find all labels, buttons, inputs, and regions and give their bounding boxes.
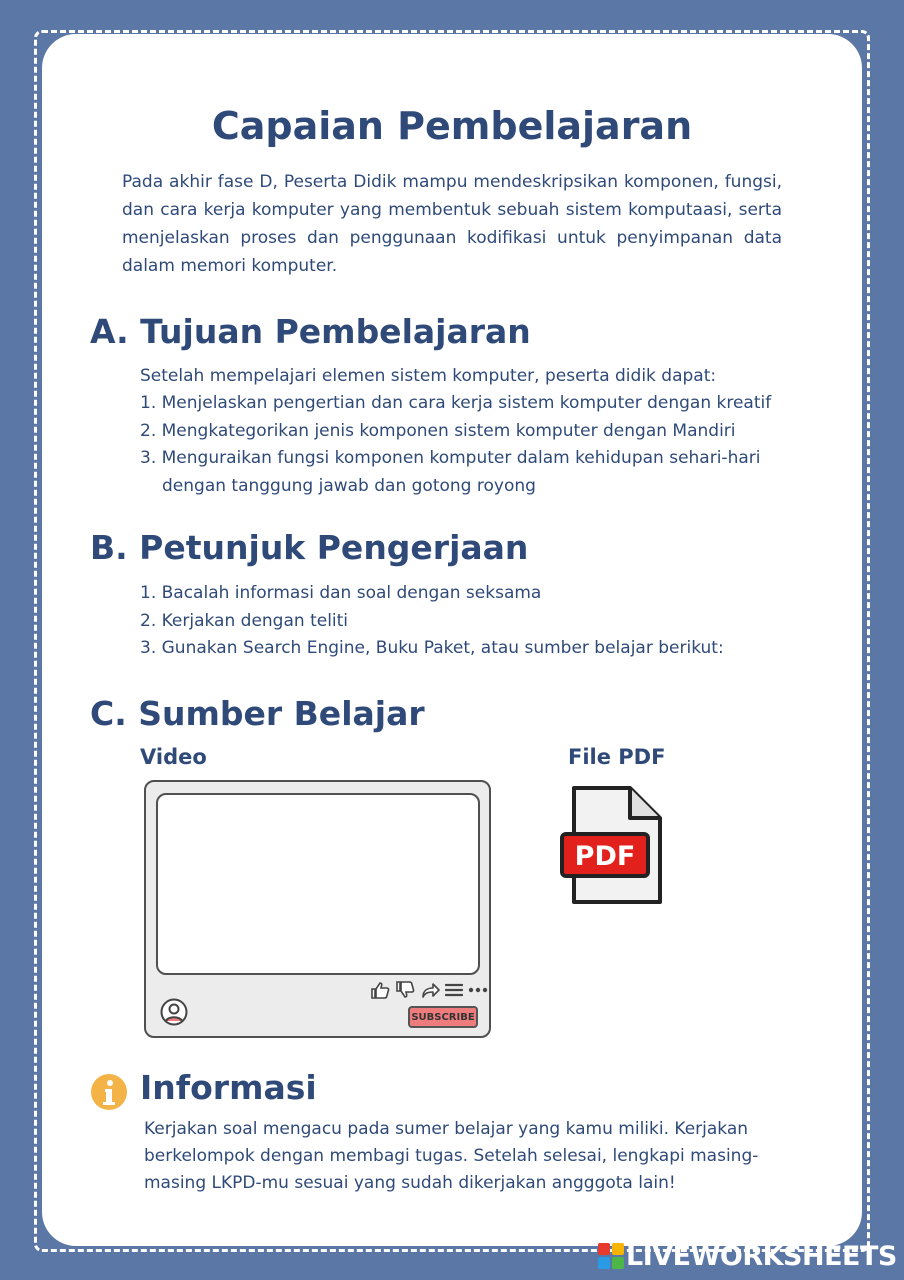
subscribe-button[interactable]: SUBSCRIBE	[408, 1006, 478, 1028]
section-a-lead: Setelah mempelajari elemen sistem komputer, peserta didik dapat:	[140, 366, 717, 386]
pdf-label: File PDF	[568, 745, 666, 769]
pdf-file-icon[interactable]	[560, 784, 664, 908]
liveworksheets-watermark	[598, 1240, 897, 1272]
section-b-list	[140, 580, 820, 663]
info-icon	[90, 1073, 128, 1111]
section-a-list	[140, 390, 820, 500]
menu-icon[interactable]	[445, 982, 463, 998]
watermark-text: LIVEWORKSHEETS	[626, 1240, 897, 1272]
list-item: 2. Mengkategorikan jenis komponen sistem komputer dengan Mandiri	[140, 420, 736, 441]
video-player[interactable]	[144, 780, 491, 1038]
video-label: Video	[140, 745, 207, 769]
list-item: 1. Bacalah informasi dan soal dengan seksama	[140, 583, 542, 603]
more-icon[interactable]	[468, 986, 488, 994]
page-title: Capaian Pembelajaran	[211, 104, 693, 148]
section-a-heading: A. Tujuan Pembelajaran	[90, 312, 531, 351]
intro-paragraph: Pada akhir fase D, Peserta Didik mampu mendeskripsikan komponen, fungsi, dan cara kerja komputer yang membentuk sebuah sistem komputaasi, serta menjelaskan proses dan penggunaan kodifikasi untuk penyimpanan data dalam memori komputer.	[122, 172, 782, 276]
thumbs-down-icon[interactable]	[395, 981, 415, 999]
avatar-icon	[160, 998, 188, 1026]
section-b-heading: B. Petunjuk Pengerjaan	[90, 528, 529, 567]
info-heading: Informasi	[140, 1068, 317, 1107]
video-screen[interactable]	[156, 793, 480, 975]
video-controls	[370, 980, 488, 1000]
thumbs-up-icon[interactable]	[370, 981, 390, 999]
list-item: 3. Gunakan Search Engine, Buku Paket, atau sumber belajar berikut:	[140, 638, 724, 658]
list-item: 2. Kerjakan dengan teliti	[140, 610, 349, 631]
list-item: 1. Menjelaskan pengertian dan cara kerja sistem komputer dengan kreatif	[140, 393, 772, 413]
info-text: Kerjakan soal mengacu pada sumer belajar yang kamu miliki. Kerjakan berkelompok dengan membagi tugas. Setelah selesai, lengkapi masing-masing LKPD-mu sesuai yang sudah dikerjakan angggota lain!	[144, 1119, 759, 1193]
list-item: 3. Menguraikan fungsi komponen komputer dalam kehidupan sehari-hari dengan tanggung jawab dan gotong royong	[140, 448, 761, 496]
share-icon[interactable]	[420, 981, 440, 999]
liveworksheets-logo-icon	[598, 1243, 624, 1269]
section-c-heading: C. Sumber Belajar	[90, 694, 425, 733]
pdf-badge-text: PDF	[574, 841, 636, 872]
